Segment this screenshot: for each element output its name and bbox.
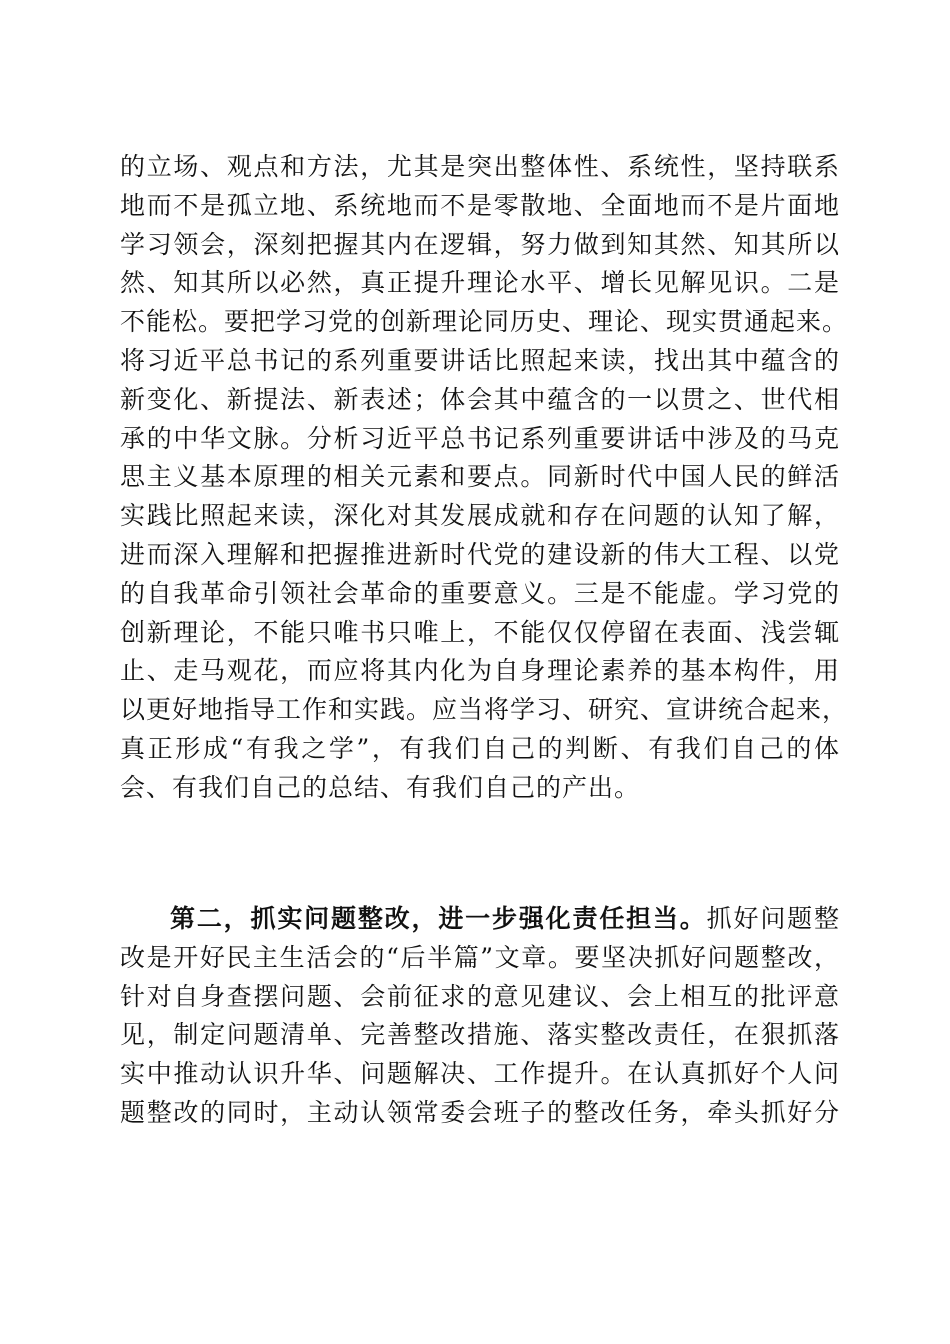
text-line: 将习近平总书记的系列重要讲话比照起来读，找出其中蕴含的 <box>120 345 840 375</box>
text-line-first <box>120 900 840 939</box>
text-line: 以更好地指导工作和实践。应当将学习、研究、宣讲统合起来， <box>120 695 849 725</box>
text-line: 的立场、观点和方法，尤其是突出整体性、系统性，坚持联系 <box>120 152 840 181</box>
text-line: 进而深入理解和把握推进新时代党的建设新的伟大工程、以党 <box>120 539 840 569</box>
paragraph-1 <box>120 148 849 808</box>
text-run: 抓好问题整 <box>706 904 840 933</box>
text-line: 见，制定问题清单、完善整改措施、落实整改责任，在狠抓落 <box>120 1020 840 1050</box>
text-line: 承的中华文脉。分析习近平总书记系列重要讲话中涉及的马克 <box>120 423 840 453</box>
text-line: 不能松。要把学习党的创新理论同历史、理论、现实贯通起来。 <box>120 307 849 337</box>
section-heading: 第二，抓实问题整改，进一步强化责任担当。 <box>170 904 707 933</box>
text-line: 止、走马观花，而应将其内化为自身理论素养的基本构件，用 <box>120 656 840 686</box>
text-line: 改是开好民主生活会的“后半篇”文章。要坚决抓好问题整改， <box>120 942 840 972</box>
text-line: 的自我革命引领社会革命的重要意义。三是不能虚。学习党的 <box>120 578 840 608</box>
text-line: 实践比照起来读，深化对其发展成就和存在问题的认知了解， <box>120 501 840 531</box>
text-line: 会、有我们自己的总结、有我们自己的产出。 <box>120 772 641 802</box>
text-line: 实中推动认识升华、问题解决、工作提升。在认真抓好个人问 <box>120 1059 840 1089</box>
text-line: 题整改的同时，主动认领常委会班子的整改任务，牵头抓好分 <box>120 1097 840 1127</box>
text-line: 针对自身查摆问题、会前征求的意见建议、会上相互的批评意 <box>120 981 840 1011</box>
paragraph-2 <box>120 900 840 1133</box>
text-line: 地而不是孤立地、系统地而不是零散地、全面地而不是片面地 <box>120 190 840 220</box>
text-line: 新变化、新提法、新表述；体会其中蕴含的一以贯之、世代相 <box>120 384 840 414</box>
text-line: 创新理论，不能只唯书只唯上，不能仅仅停留在表面、浅尝辄 <box>120 617 840 647</box>
text-line: 思主义基本原理的相关元素和要点。同新时代中国人民的鲜活 <box>120 462 840 492</box>
text-line: 然、知其所以必然，真正提升理论水平、增长见解见识。二是 <box>120 268 840 298</box>
text-line: 学习领会，深刻把握其内在逻辑，努力做到知其然、知其所以 <box>120 229 840 259</box>
text-line: 真正形成“有我之学”，有我们自己的判断、有我们自己的体 <box>120 733 840 763</box>
